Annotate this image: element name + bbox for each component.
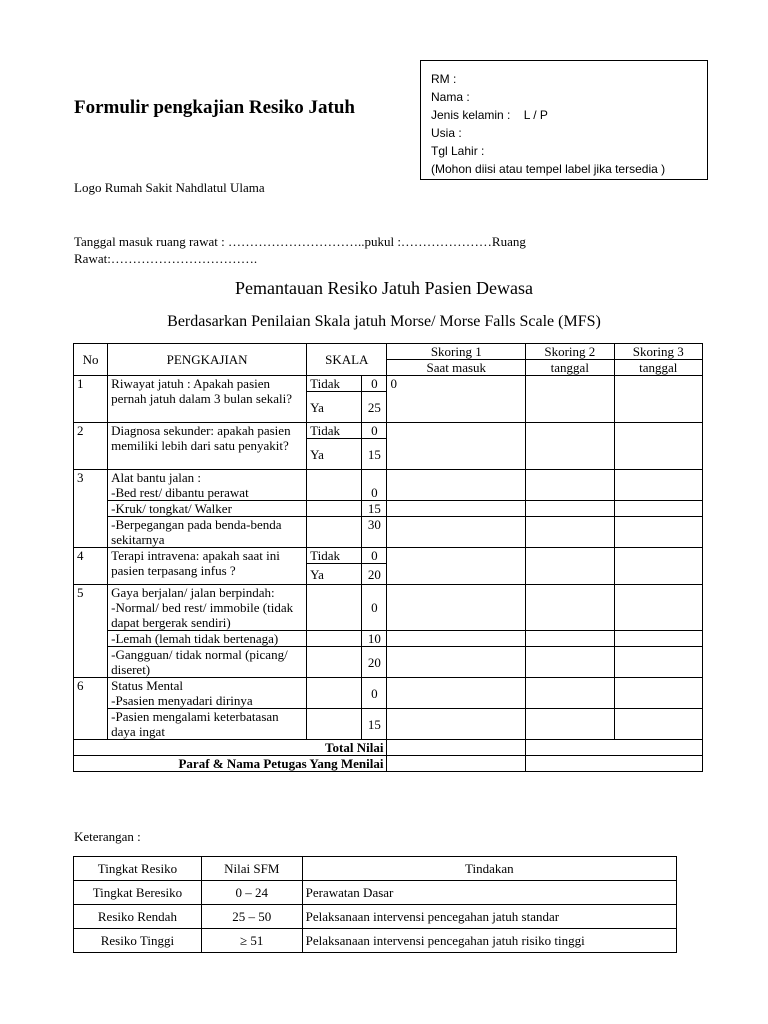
option-label: Tidak: [307, 423, 362, 439]
score-cell[interactable]: [387, 501, 526, 517]
total-row: [74, 740, 703, 756]
paraf-cell[interactable]: [526, 756, 703, 772]
header-nilai-sfm: Nilai SFM: [201, 857, 302, 881]
score-cell[interactable]: [614, 678, 702, 709]
patient-label-box[interactable]: [420, 60, 708, 180]
score-cell[interactable]: [614, 470, 702, 501]
total-label: Total Nilai: [74, 740, 387, 756]
header-skoring-2-sub: tanggal: [526, 360, 614, 376]
keterangan-label: Keterangan :: [74, 829, 141, 844]
risk-action: Perawatan Dasar: [302, 881, 676, 905]
option-value: 0: [362, 376, 387, 392]
option-label: Ya: [307, 439, 362, 470]
score-cell[interactable]: [614, 647, 702, 678]
table-row: [74, 501, 703, 517]
risk-action: Pelaksanaan intervensi pencegahan jatuh standar: [302, 905, 676, 929]
paraf-row: [74, 756, 703, 772]
option-value: 15: [362, 439, 387, 470]
option-value: 0: [362, 423, 387, 439]
header-pengkajian: PENGKAJIAN: [108, 344, 307, 376]
score-cell[interactable]: [614, 548, 702, 585]
option-value: 15: [362, 501, 387, 517]
row-question: Alat bantu jalan :: [111, 470, 202, 485]
morse-fall-scale-table: [73, 343, 703, 772]
row-question: Gaya berjalan/ jalan berpindah:: [111, 585, 275, 600]
label-note: (Mohon diisi atau tempel label jika tersedia ): [431, 162, 666, 176]
score-cell[interactable]: [526, 470, 614, 501]
option-value: 30: [362, 517, 387, 548]
score-cell[interactable]: [387, 647, 526, 678]
option-value: 20: [362, 564, 387, 585]
risk-score-range: 25 – 50: [201, 905, 302, 929]
header-skoring-3-sub: tanggal: [614, 360, 702, 376]
score-cell[interactable]: [614, 501, 702, 517]
header-skoring-1-sub: Saat masuk: [387, 360, 526, 376]
table-row: [74, 678, 703, 709]
section-heading: Pemantauan Resiko Jatuh Pasien Dewasa: [235, 278, 533, 298]
option-value: 0: [362, 548, 387, 564]
row-question: Status Mental: [111, 678, 184, 693]
table-row: [74, 423, 703, 439]
score-cell[interactable]: 0: [387, 376, 526, 423]
score-cell[interactable]: [387, 585, 526, 631]
row-no: 4: [74, 548, 108, 585]
option-value: 0: [362, 470, 387, 501]
row-question: Diagnosa sekunder: apakah pasien memiliki lebih dari satu penyakit?: [108, 423, 307, 470]
risk-score-range: 0 – 24: [201, 881, 302, 905]
risk-level: Resiko Rendah: [74, 905, 202, 929]
table-row: [74, 929, 677, 953]
table-row: [74, 517, 703, 548]
option-value: 10: [362, 631, 387, 647]
row-question: Riwayat jatuh : Apakah pasien pernah jatuh dalam 3 bulan sekali?: [108, 376, 307, 423]
score-cell[interactable]: [526, 678, 614, 709]
score-cell[interactable]: [387, 678, 526, 709]
sub-option: -Kruk/ tongkat/ Walker: [108, 501, 307, 517]
score-cell[interactable]: [614, 517, 702, 548]
sub-option: -Gangguan/ tidak normal (picang/ diseret): [108, 647, 307, 678]
form-title: Formulir pengkajian Resiko Jatuh: [74, 97, 355, 118]
score-cell[interactable]: [526, 585, 614, 631]
score-cell[interactable]: [387, 517, 526, 548]
score-cell[interactable]: [526, 423, 614, 470]
sub-option: -Pasien mengalami keterbatasan daya ingat: [108, 709, 307, 740]
sub-option: -Psasien menyadari dirinya: [111, 693, 253, 708]
header-skoring-2: Skoring 2: [526, 344, 614, 360]
score-cell[interactable]: [387, 631, 526, 647]
header-tindakan: Tindakan: [302, 857, 676, 881]
row-no: 1: [74, 376, 108, 423]
sub-option: -Berpegangan pada benda-benda sekitarnya: [108, 517, 307, 548]
table-row: [74, 470, 703, 501]
score-cell[interactable]: [614, 376, 702, 423]
score-cell[interactable]: [387, 548, 526, 585]
header-skoring-3: Skoring 3: [614, 344, 702, 360]
row-question: Terapi intravena: apakah saat ini pasien terpasang infus ?: [108, 548, 307, 585]
header-skala: SKALA: [307, 344, 387, 376]
table-row: [74, 631, 703, 647]
score-cell[interactable]: [387, 423, 526, 470]
table-row: [74, 376, 703, 392]
table-row: [74, 709, 703, 740]
option-value: 25: [362, 392, 387, 423]
risk-level: Tingkat Beresiko: [74, 881, 202, 905]
option-value: 15: [362, 709, 387, 740]
table-row: [74, 881, 677, 905]
score-cell[interactable]: [526, 631, 614, 647]
row-no: 6: [74, 678, 108, 740]
table-row: [74, 905, 677, 929]
score-cell[interactable]: [387, 709, 526, 740]
section-subheading: Berdasarkan Penilaian Skala jatuh Morse/ Morse Falls Scale (MFS): [167, 313, 601, 330]
header-tingkat-resiko: Tingkat Resiko: [74, 857, 202, 881]
risk-level-table: [73, 856, 677, 953]
score-cell[interactable]: [614, 423, 702, 470]
total-score-cell[interactable]: [387, 740, 526, 756]
paraf-label: Paraf & Nama Petugas Yang Menilai: [74, 756, 387, 772]
option-value: 0: [362, 585, 387, 631]
score-cell[interactable]: [526, 501, 614, 517]
usia-field: Usia :: [431, 126, 462, 140]
table-row: [74, 647, 703, 678]
option-label: Tidak: [307, 376, 362, 392]
score-cell[interactable]: [614, 585, 702, 631]
score-cell[interactable]: [614, 631, 702, 647]
score-cell[interactable]: [387, 470, 526, 501]
table-row: [74, 548, 703, 564]
option-value: 0: [362, 678, 387, 709]
sub-option: -Bed rest/ dibantu perawat: [111, 485, 249, 500]
option-value: 20: [362, 647, 387, 678]
hospital-logo-text: Logo Rumah Sakit Nahdlatul Ulama: [74, 180, 265, 195]
row-no: 3: [74, 470, 108, 548]
total-score-cell[interactable]: [526, 740, 703, 756]
option-label: Ya: [307, 564, 362, 585]
table-row: [74, 857, 677, 881]
tgl-lahir-field: Tgl Lahir :: [431, 144, 485, 158]
header-no: No: [74, 344, 108, 376]
risk-score-range: ≥ 51: [201, 929, 302, 953]
jenis-kelamin-field: Jenis kelamin : L / P: [431, 108, 548, 122]
nama-field: Nama :: [431, 90, 470, 104]
score-cell[interactable]: [526, 517, 614, 548]
rm-field: RM :: [431, 72, 457, 86]
option-label: Tidak: [307, 548, 362, 564]
sub-option: -Normal/ bed rest/ immobile (tidak dapat bergerak sendiri): [111, 600, 294, 630]
risk-action: Pelaksanaan intervensi pencegahan jatuh risiko tinggi: [302, 929, 676, 953]
score-cell[interactable]: [526, 548, 614, 585]
option-label: Ya: [307, 392, 362, 423]
paraf-cell[interactable]: [387, 756, 526, 772]
risk-level: Resiko Tinggi: [74, 929, 202, 953]
table-row: [74, 585, 703, 631]
score-cell[interactable]: [614, 709, 702, 740]
row-no: 5: [74, 585, 108, 678]
header-skoring-1: Skoring 1: [387, 344, 526, 360]
admission-line[interactable]: Tanggal masuk ruang rawat : …………………………..pukul :…………………Ruang Rawat:…………………………….: [74, 234, 526, 266]
score-cell[interactable]: [526, 709, 614, 740]
score-cell[interactable]: [526, 376, 614, 423]
sub-option: -Lemah (lemah tidak bertenaga): [108, 631, 307, 647]
row-no: 2: [74, 423, 108, 470]
score-cell[interactable]: [526, 647, 614, 678]
